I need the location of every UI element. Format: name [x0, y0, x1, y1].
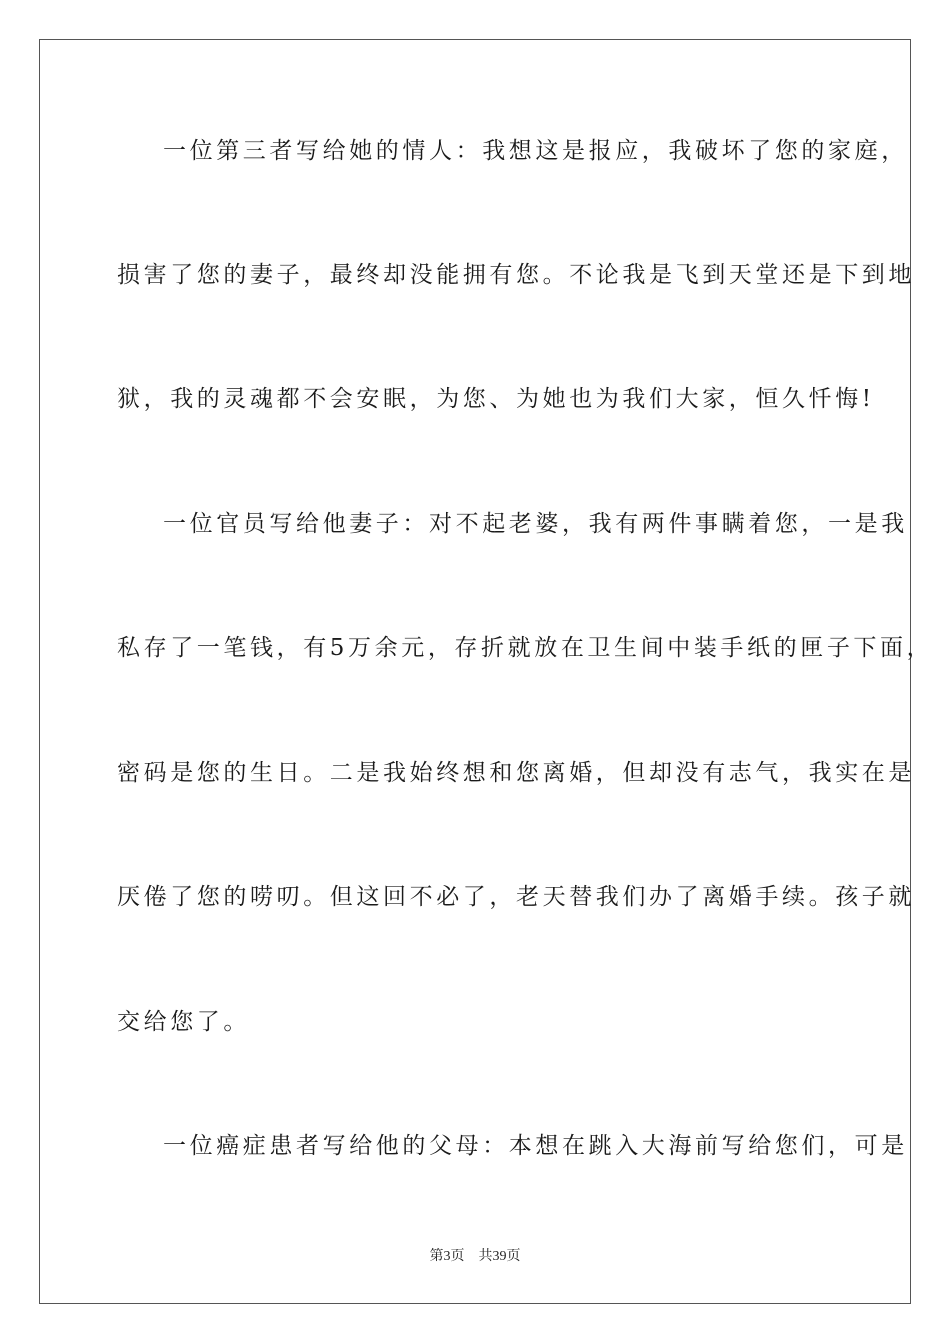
page-footer	[0, 1248, 950, 1266]
paragraph-2-line-5: 交给您了。	[117, 1009, 250, 1035]
paragraph-1-line-1: 一位第三者写给她的情人：我想这是报应，我破坏了您的家庭，	[163, 138, 908, 164]
paragraph-3-line-1: 一位癌症患者写给他的父母：本想在跳入大海前写给您们，可是	[163, 1133, 908, 1159]
paragraph-2-line-2: 私存了一笔钱，有5万余元，存折就放在卫生间中装手纸的匣子下面，	[117, 635, 934, 661]
paragraph-2-line-4: 厌倦了您的唠叨。但这回不必了，老天替我们办了离婚手续。孩子就	[117, 884, 915, 910]
paragraph-1-line-2: 损害了您的妻子，最终却没能拥有您。不论我是飞到天堂还是下到地	[117, 262, 915, 288]
page-number-current: 第3页	[429, 1249, 465, 1264]
page-border	[39, 39, 934, 1304]
paragraph-2-line-3: 密码是您的生日。二是我始终想和您离婚，但却没有志气，我实在是	[117, 760, 915, 786]
paragraph-1-line-3: 狱，我的灵魂都不会安眠，为您、为她也为我们大家，恒久忏悔!	[117, 386, 875, 412]
paragraph-2-line-1: 一位官员写给他妻子：对不起老婆，我有两件事瞒着您，一是我	[163, 511, 908, 537]
page-number-total: 共39页	[478, 1249, 521, 1264]
